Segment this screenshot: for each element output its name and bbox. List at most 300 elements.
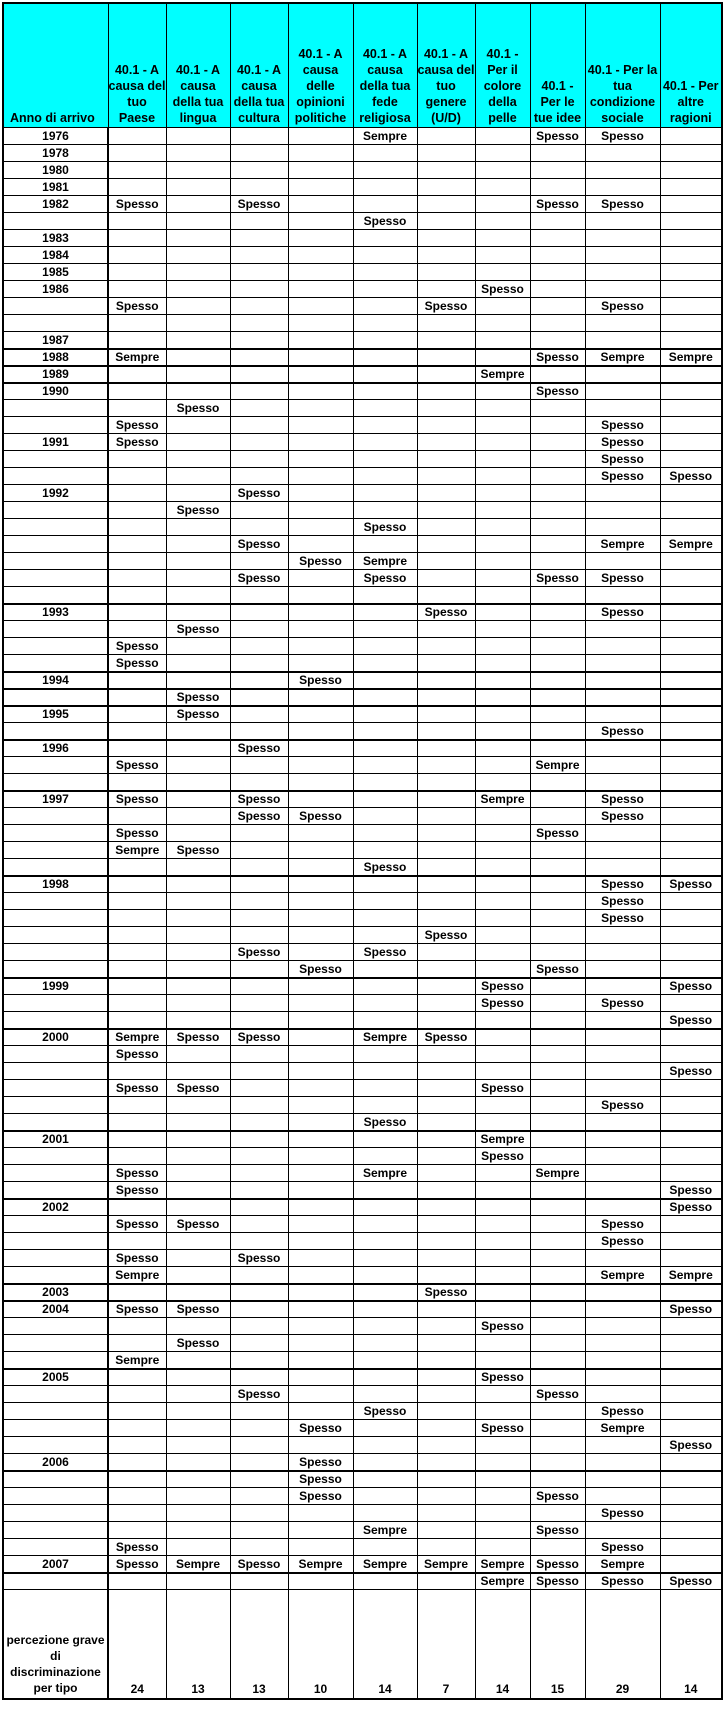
table-row <box>3 638 722 655</box>
frequency-cell <box>166 1471 230 1488</box>
table-row <box>3 247 722 264</box>
frequency-cell <box>108 1114 166 1131</box>
frequency-cell <box>417 213 475 230</box>
frequency-cell <box>230 774 288 791</box>
frequency-cell: Spesso <box>108 1250 166 1267</box>
frequency-cell <box>417 1454 475 1471</box>
frequency-cell <box>417 383 475 400</box>
frequency-cell <box>417 1522 475 1539</box>
frequency-cell <box>660 298 722 315</box>
frequency-cell <box>166 1454 230 1471</box>
frequency-cell <box>166 927 230 944</box>
frequency-cell <box>353 774 417 791</box>
table-row <box>3 1369 722 1386</box>
frequency-cell <box>230 417 288 434</box>
table-row <box>3 1233 722 1250</box>
frequency-cell <box>288 145 353 162</box>
frequency-cell <box>230 757 288 774</box>
frequency-cell <box>230 1097 288 1114</box>
table-row <box>3 1471 722 1488</box>
frequency-cell <box>230 706 288 723</box>
frequency-cell <box>166 808 230 825</box>
frequency-cell <box>288 366 353 383</box>
frequency-cell: Spesso <box>288 1488 353 1505</box>
year-cell: 1984 <box>3 247 108 264</box>
frequency-cell <box>660 196 722 213</box>
frequency-cell <box>353 1267 417 1284</box>
frequency-cell <box>417 910 475 927</box>
frequency-cell <box>585 672 660 689</box>
frequency-cell <box>108 1369 166 1386</box>
frequency-cell <box>230 893 288 910</box>
frequency-cell <box>530 910 585 927</box>
frequency-cell <box>288 230 353 247</box>
year-cell: 1993 <box>3 604 108 621</box>
table-row <box>3 519 722 536</box>
year-cell <box>3 1573 108 1590</box>
year-cell <box>3 995 108 1012</box>
year-cell <box>3 1148 108 1165</box>
frequency-cell <box>585 1284 660 1301</box>
frequency-cell <box>353 315 417 332</box>
frequency-cell <box>230 1471 288 1488</box>
frequency-cell <box>660 332 722 349</box>
frequency-cell <box>288 910 353 927</box>
year-cell: 1989 <box>3 366 108 383</box>
frequency-cell <box>417 179 475 196</box>
year-cell <box>3 1386 108 1403</box>
table-row <box>3 1403 722 1420</box>
year-cell <box>3 757 108 774</box>
frequency-cell <box>353 1369 417 1386</box>
total-cell: 14 <box>660 1590 722 1700</box>
total-cell: 7 <box>417 1590 475 1700</box>
frequency-cell: Spesso <box>166 1080 230 1097</box>
frequency-cell <box>660 417 722 434</box>
frequency-cell <box>530 1454 585 1471</box>
frequency-cell: Sempre <box>475 1131 530 1148</box>
table-row <box>3 689 722 706</box>
frequency-cell <box>475 1471 530 1488</box>
frequency-cell <box>353 162 417 179</box>
frequency-cell <box>353 485 417 502</box>
frequency-cell: Sempre <box>585 1267 660 1284</box>
frequency-cell <box>530 1216 585 1233</box>
frequency-cell <box>530 1012 585 1029</box>
year-cell: 1991 <box>3 434 108 451</box>
column-header: 40.1 - Per la tua condizione sociale <box>585 3 660 128</box>
frequency-cell <box>230 230 288 247</box>
frequency-cell <box>585 740 660 757</box>
frequency-cell <box>417 893 475 910</box>
frequency-cell <box>585 230 660 247</box>
frequency-cell: Sempre <box>585 536 660 553</box>
frequency-cell <box>353 842 417 859</box>
frequency-cell <box>230 315 288 332</box>
frequency-cell <box>230 1301 288 1318</box>
table-row <box>3 383 722 400</box>
frequency-cell <box>288 1267 353 1284</box>
frequency-cell <box>353 740 417 757</box>
frequency-cell: Spesso <box>585 417 660 434</box>
year-cell: 1995 <box>3 706 108 723</box>
frequency-cell: Spesso <box>353 1114 417 1131</box>
year-cell <box>3 961 108 978</box>
frequency-cell <box>166 315 230 332</box>
frequency-cell <box>585 332 660 349</box>
frequency-cell <box>660 1131 722 1148</box>
frequency-cell <box>585 1437 660 1454</box>
frequency-cell <box>288 1369 353 1386</box>
frequency-cell <box>353 264 417 281</box>
year-cell <box>3 927 108 944</box>
total-cell: 13 <box>166 1590 230 1700</box>
frequency-cell <box>353 1301 417 1318</box>
frequency-cell <box>660 604 722 621</box>
frequency-cell <box>417 1131 475 1148</box>
frequency-cell <box>585 961 660 978</box>
year-cell <box>3 213 108 230</box>
table-row <box>3 672 722 689</box>
year-cell: 2002 <box>3 1199 108 1216</box>
frequency-cell: Spesso <box>166 1335 230 1352</box>
frequency-cell: Spesso <box>230 196 288 213</box>
frequency-cell <box>585 502 660 519</box>
frequency-cell: Spesso <box>585 723 660 740</box>
frequency-cell <box>585 859 660 876</box>
frequency-cell: Spesso <box>530 961 585 978</box>
frequency-cell <box>230 910 288 927</box>
frequency-cell <box>230 1012 288 1029</box>
year-cell: 1990 <box>3 383 108 400</box>
frequency-cell <box>230 1114 288 1131</box>
year-cell: 1992 <box>3 485 108 502</box>
frequency-cell <box>530 1318 585 1335</box>
frequency-cell <box>530 247 585 264</box>
frequency-cell: Sempre <box>660 1267 722 1284</box>
frequency-cell <box>288 519 353 536</box>
frequency-cell <box>417 859 475 876</box>
frequency-cell: Spesso <box>108 1080 166 1097</box>
frequency-cell <box>288 1182 353 1199</box>
table-row <box>3 774 722 791</box>
frequency-cell <box>166 366 230 383</box>
year-cell: 1988 <box>3 349 108 366</box>
frequency-cell <box>288 1165 353 1182</box>
frequency-cell: Spesso <box>230 944 288 961</box>
frequency-cell: Spesso <box>288 808 353 825</box>
frequency-cell: Sempre <box>288 1556 353 1573</box>
frequency-cell: Spesso <box>108 1556 166 1573</box>
frequency-cell <box>417 621 475 638</box>
frequency-cell <box>660 587 722 604</box>
frequency-cell <box>417 808 475 825</box>
year-cell: 2006 <box>3 1454 108 1471</box>
frequency-cell <box>475 706 530 723</box>
frequency-cell <box>353 604 417 621</box>
frequency-cell <box>585 757 660 774</box>
year-cell <box>3 689 108 706</box>
table-row <box>3 213 722 230</box>
table-row <box>3 1165 722 1182</box>
frequency-cell <box>230 1216 288 1233</box>
frequency-cell <box>585 1029 660 1046</box>
frequency-cell: Spesso <box>108 638 166 655</box>
frequency-cell: Spesso <box>230 1556 288 1573</box>
frequency-cell <box>108 400 166 417</box>
year-cell <box>3 1063 108 1080</box>
frequency-cell <box>353 706 417 723</box>
frequency-cell <box>660 502 722 519</box>
frequency-cell <box>353 196 417 213</box>
frequency-cell <box>230 247 288 264</box>
frequency-cell <box>353 1573 417 1590</box>
year-cell: 1986 <box>3 281 108 298</box>
table-row <box>3 1420 722 1437</box>
frequency-cell <box>166 1505 230 1522</box>
frequency-cell <box>353 927 417 944</box>
frequency-cell <box>530 1063 585 1080</box>
frequency-cell <box>230 213 288 230</box>
frequency-cell <box>288 621 353 638</box>
frequency-cell <box>108 876 166 893</box>
frequency-cell <box>530 638 585 655</box>
frequency-cell <box>417 978 475 995</box>
frequency-cell: Spesso <box>353 859 417 876</box>
frequency-cell <box>166 638 230 655</box>
frequency-cell <box>530 689 585 706</box>
frequency-cell <box>417 162 475 179</box>
year-cell: 2007 <box>3 1556 108 1573</box>
frequency-cell <box>475 621 530 638</box>
frequency-cell <box>660 1471 722 1488</box>
frequency-cell: Spesso <box>108 417 166 434</box>
frequency-cell <box>417 1437 475 1454</box>
frequency-cell <box>660 1216 722 1233</box>
frequency-cell <box>166 876 230 893</box>
frequency-cell <box>417 1318 475 1335</box>
frequency-cell <box>417 434 475 451</box>
frequency-cell <box>288 876 353 893</box>
frequency-cell <box>230 553 288 570</box>
frequency-cell <box>230 1318 288 1335</box>
table-row <box>3 1046 722 1063</box>
frequency-cell: Spesso <box>230 536 288 553</box>
frequency-cell <box>660 893 722 910</box>
frequency-cell <box>288 927 353 944</box>
frequency-cell <box>475 723 530 740</box>
frequency-cell: Spesso <box>230 1386 288 1403</box>
frequency-cell <box>230 842 288 859</box>
year-cell: 1998 <box>3 876 108 893</box>
frequency-cell <box>166 264 230 281</box>
year-cell: 1996 <box>3 740 108 757</box>
frequency-cell <box>417 1182 475 1199</box>
frequency-cell: Spesso <box>288 1454 353 1471</box>
frequency-cell <box>475 400 530 417</box>
frequency-cell <box>585 1352 660 1369</box>
frequency-cell <box>166 672 230 689</box>
frequency-cell <box>530 740 585 757</box>
frequency-cell <box>530 1148 585 1165</box>
frequency-cell <box>660 1420 722 1437</box>
frequency-cell <box>530 1114 585 1131</box>
frequency-cell <box>660 774 722 791</box>
frequency-cell <box>530 621 585 638</box>
frequency-cell: Sempre <box>353 553 417 570</box>
frequency-cell <box>585 587 660 604</box>
frequency-cell <box>108 1148 166 1165</box>
frequency-cell <box>417 1080 475 1097</box>
frequency-cell: Spesso <box>585 1233 660 1250</box>
table-row <box>3 179 722 196</box>
year-cell <box>3 1403 108 1420</box>
frequency-cell <box>288 723 353 740</box>
frequency-cell <box>166 1403 230 1420</box>
table-row <box>3 196 722 213</box>
frequency-cell <box>530 264 585 281</box>
frequency-cell <box>166 349 230 366</box>
frequency-cell <box>417 349 475 366</box>
frequency-cell <box>288 179 353 196</box>
table-row <box>3 1114 722 1131</box>
column-header: 40.1 - A causa delle opinioni politiche <box>288 3 353 128</box>
frequency-cell <box>660 213 722 230</box>
frequency-cell <box>353 417 417 434</box>
frequency-cell: Spesso <box>108 825 166 842</box>
frequency-cell <box>166 740 230 757</box>
frequency-cell <box>230 723 288 740</box>
frequency-cell <box>660 638 722 655</box>
frequency-cell: Spesso <box>660 1012 722 1029</box>
frequency-cell <box>417 1233 475 1250</box>
frequency-cell <box>530 417 585 434</box>
frequency-cell <box>475 825 530 842</box>
table-row <box>3 1386 722 1403</box>
year-cell: 1994 <box>3 672 108 689</box>
frequency-cell <box>166 128 230 145</box>
frequency-cell <box>417 1216 475 1233</box>
year-cell <box>3 944 108 961</box>
frequency-cell <box>353 502 417 519</box>
frequency-cell <box>288 1199 353 1216</box>
frequency-cell <box>475 1012 530 1029</box>
frequency-cell <box>108 485 166 502</box>
year-cell <box>3 1267 108 1284</box>
column-header: 40.1 - A causa del tuo Paese <box>108 3 166 128</box>
frequency-cell <box>475 1454 530 1471</box>
year-cell <box>3 400 108 417</box>
frequency-cell <box>530 1046 585 1063</box>
table-row <box>3 1148 722 1165</box>
frequency-cell <box>108 1012 166 1029</box>
frequency-cell <box>475 1437 530 1454</box>
frequency-cell <box>288 468 353 485</box>
frequency-cell: Spesso <box>108 1216 166 1233</box>
frequency-cell: Spesso <box>585 1573 660 1590</box>
frequency-cell <box>353 893 417 910</box>
frequency-cell <box>417 128 475 145</box>
frequency-cell <box>660 383 722 400</box>
frequency-cell <box>585 1063 660 1080</box>
table-row <box>3 1182 722 1199</box>
frequency-cell <box>166 1284 230 1301</box>
frequency-cell <box>660 264 722 281</box>
frequency-cell <box>530 1029 585 1046</box>
frequency-cell <box>475 179 530 196</box>
frequency-cell <box>530 366 585 383</box>
frequency-cell <box>475 1284 530 1301</box>
table-row <box>3 264 722 281</box>
frequency-cell <box>166 859 230 876</box>
frequency-cell <box>166 1012 230 1029</box>
frequency-cell <box>166 1046 230 1063</box>
frequency-cell <box>166 298 230 315</box>
frequency-cell <box>108 1284 166 1301</box>
frequency-cell <box>530 1199 585 1216</box>
table-row <box>3 1539 722 1556</box>
frequency-cell <box>530 876 585 893</box>
frequency-cell <box>585 638 660 655</box>
frequency-cell <box>288 944 353 961</box>
frequency-cell <box>230 1165 288 1182</box>
frequency-cell <box>417 1539 475 1556</box>
frequency-cell <box>108 383 166 400</box>
frequency-cell <box>108 502 166 519</box>
frequency-cell <box>108 264 166 281</box>
table-row <box>3 298 722 315</box>
totals-label: percezione grave di discriminazione per tipo <box>3 1590 108 1700</box>
frequency-cell <box>108 621 166 638</box>
frequency-cell <box>108 1505 166 1522</box>
table-row <box>3 1063 722 1080</box>
table-row <box>3 876 722 893</box>
frequency-cell: Spesso <box>530 196 585 213</box>
frequency-cell <box>230 1148 288 1165</box>
frequency-cell <box>585 553 660 570</box>
frequency-cell <box>417 536 475 553</box>
frequency-cell <box>166 1573 230 1590</box>
frequency-cell: Spesso <box>585 128 660 145</box>
table-row <box>3 400 722 417</box>
frequency-cell <box>108 128 166 145</box>
frequency-cell <box>475 468 530 485</box>
frequency-cell <box>417 570 475 587</box>
frequency-cell <box>166 434 230 451</box>
frequency-cell <box>530 298 585 315</box>
frequency-cell <box>108 859 166 876</box>
frequency-cell <box>108 893 166 910</box>
frequency-cell <box>417 1301 475 1318</box>
frequency-cell <box>585 1199 660 1216</box>
frequency-cell <box>530 842 585 859</box>
frequency-cell: Sempre <box>417 1556 475 1573</box>
frequency-cell <box>288 1233 353 1250</box>
frequency-cell <box>530 179 585 196</box>
year-cell: 1978 <box>3 145 108 162</box>
total-cell: 14 <box>353 1590 417 1700</box>
frequency-cell: Spesso <box>660 1301 722 1318</box>
frequency-cell <box>230 1539 288 1556</box>
frequency-cell: Spesso <box>530 128 585 145</box>
frequency-cell: Spesso <box>585 808 660 825</box>
frequency-cell <box>353 298 417 315</box>
frequency-cell <box>417 281 475 298</box>
year-cell <box>3 298 108 315</box>
frequency-cell <box>417 740 475 757</box>
frequency-cell <box>166 1182 230 1199</box>
table-row <box>3 281 722 298</box>
